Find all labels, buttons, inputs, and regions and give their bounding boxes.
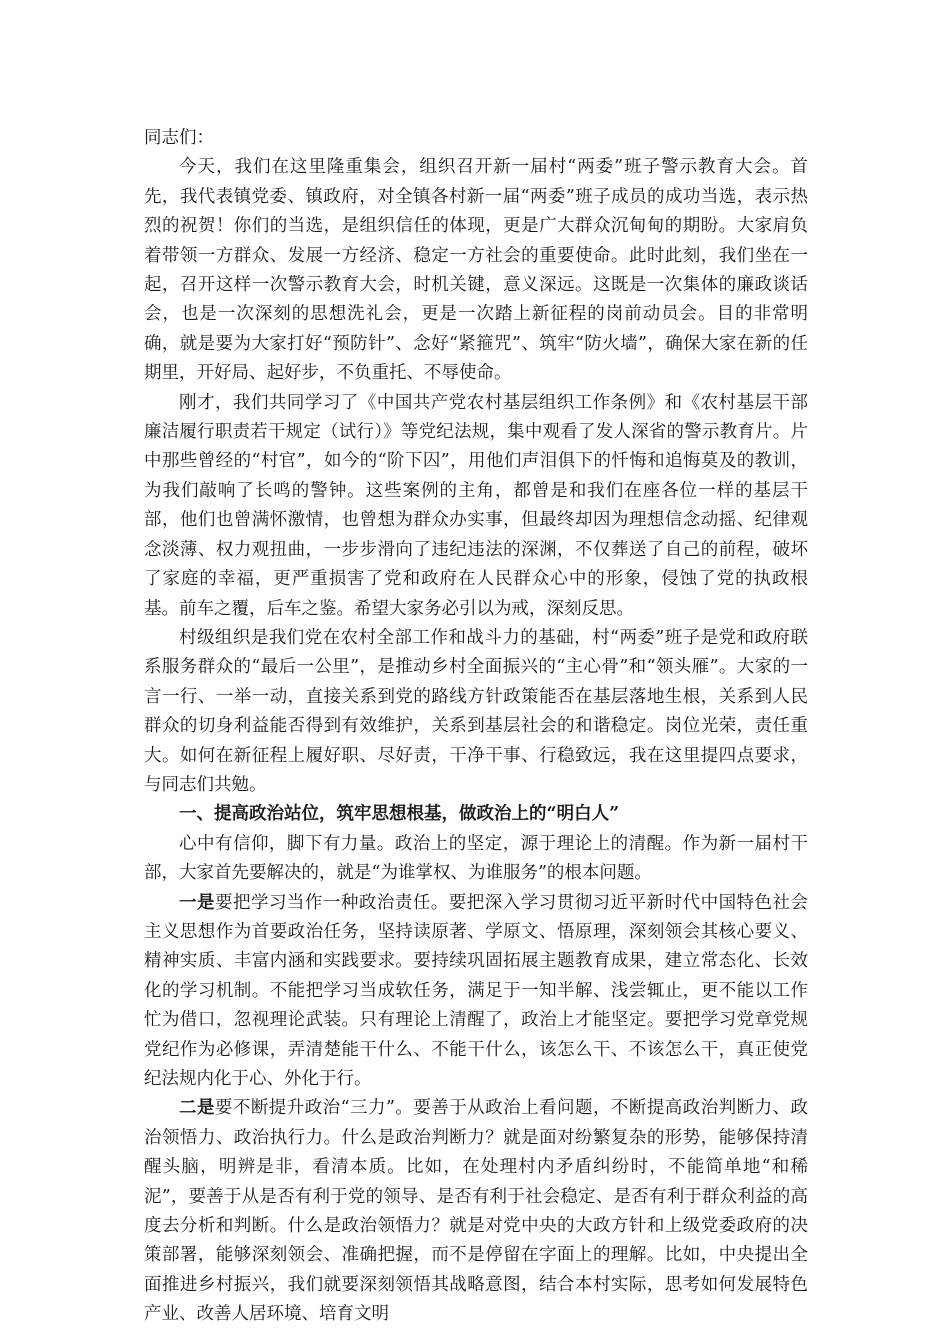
paragraph-6 [144, 1094, 808, 1329]
paragraph-6-body: 要不断提升政治“三力”。要善于从政治上看问题，不断提高政治判断力、政治领悟力、政治执行力。什么是政治判断力？就是面对纷繁复杂的形势，能够保持清醒头脑，明辨是非，看清本质。比如，在处理村内矛盾纠纷时，不能简单地“和稀泥”，要善于从是否有利于党的领导、是否有利于社会稳定、是否有利于群众利益的高度去分析和判断。什么是政治领悟力？就是对党中央的大政方针和上级党委政府的决策部署，能够深刻领会、准确把握，而不是停留在字面上的理解。比如，中央提出全面推进乡村振兴，我们就要深刻领悟其战略意图，结合本村实际，思考如何发展特色产业、改善人居环境、培育文明 [144, 1098, 809, 1325]
paragraph-5 [144, 889, 808, 1095]
paragraph-4: 心中有信仰，脚下有力量。政治上的坚定，源于理论上的清醒。作为新一届村干部，大家首先要解决的，就是“为谁掌权、为谁服务”的根本问题。 [144, 833, 808, 884]
paragraph-6-lead: 二是 [179, 1098, 215, 1119]
paragraph-3: 村级组织是我们党在农村全部工作和战斗力的基础，村“两委”班子是党和政府联系服务群众的“最后一公里”，是推动乡村全面振兴的“主心骨”和“领头雁”。大家的一言一行、一举一动，直接关系到党的路线方针政策能否在基层落地生根，关系到人民群众的切身利益能否得到有效维护，关系到基层社会的和谐稳定。岗位光荣，责任重大。如何在新征程上履好职、尽好责，干净干事、行稳致远，我在这里提四点要求，与同志们共勉。 [144, 627, 808, 795]
paragraph-5-body: 要把学习当作一种政治责任。要把深入学习贯彻习近平新时代中国特色社会主义思想作为首要政治任务，坚持读原著、学原文、悟原理，深刻领会其核心要义、精神实质、丰富内涵和实践要求。要持续巩固拓展主题教育成果，建立常态化、长效化的学习机制。不能把学习当成软任务，满足于一知半解、浅尝辄止，更不能以工作忙为借口，忽视理论武装。只有理论上清醒了，政治上才能坚定。要把学习党章党规党纪作为必修课，弄清楚能干什么、不能干什么，该怎么干、不该怎么干，真正使党纪法规内化于心、外化于行。 [144, 892, 809, 1089]
paragraph-2: 刚才，我们共同学习了《中国共产党农村基层组织工作条例》和《农村基层干部廉洁履行职责若干规定（试行）》等党纪法规，集中观看了发人深省的警示教育片。片中那些曾经的“村官”，如今的“阶下囚”，用他们声泪俱下的忏悔和追悔莫及的教训，为我们敲响了长鸣的警钟。这些案例的主角，都曾是和我们在座各位一样的基层干部，他们也曾满怀激情，也曾想为群众办实事，但最终却因为理想信念动摇、纪律观念淡薄、权力观扭曲，一步步滑向了违纪违法的深渊，不仅葬送了自己的前程，破坏了家庭的幸福，更严重损害了党和政府在人民群众心中的形象，侵蚀了党的执政根基。前车之覆，后车之鉴。希望大家务必引以为戒，深刻反思。 [144, 392, 808, 619]
document-page [144, 124, 808, 1330]
salutation: 同志们： [144, 128, 214, 148]
paragraph-1: 今天，我们在这里隆重集会，组织召开新一届村“两委”班子警示教育大会。首先，我代表镇党委、镇政府，对全镇各村新一届“两委”班子成员的成功当选，表示热烈的祝贺！你们的当选，是组织信任的体现，更是广大群众沉甸甸的期盼。大家肩负着带领一方群众、发展一方经济、稳定一方社会的重要使命。此时此刻，我们坐在一起，召开这样一次警示教育大会，时机关键，意义深远。这既是一次集体的廉政谈话会，也是一次深刻的思想洗礼会，更是一次踏上新征程的岗前动员会。目的非常明确，就是要为大家打好“预防针”、念好“紧箍咒”、筑牢“防火墙”，确保大家在新的任期里，开好局、起好步，不负重托、不辱使命。 [144, 157, 808, 384]
section-heading-1: 一、提高政治站位，筑牢思想根基，做政治上的“明白人” [179, 804, 620, 825]
paragraph-5-lead: 一是 [179, 892, 215, 913]
